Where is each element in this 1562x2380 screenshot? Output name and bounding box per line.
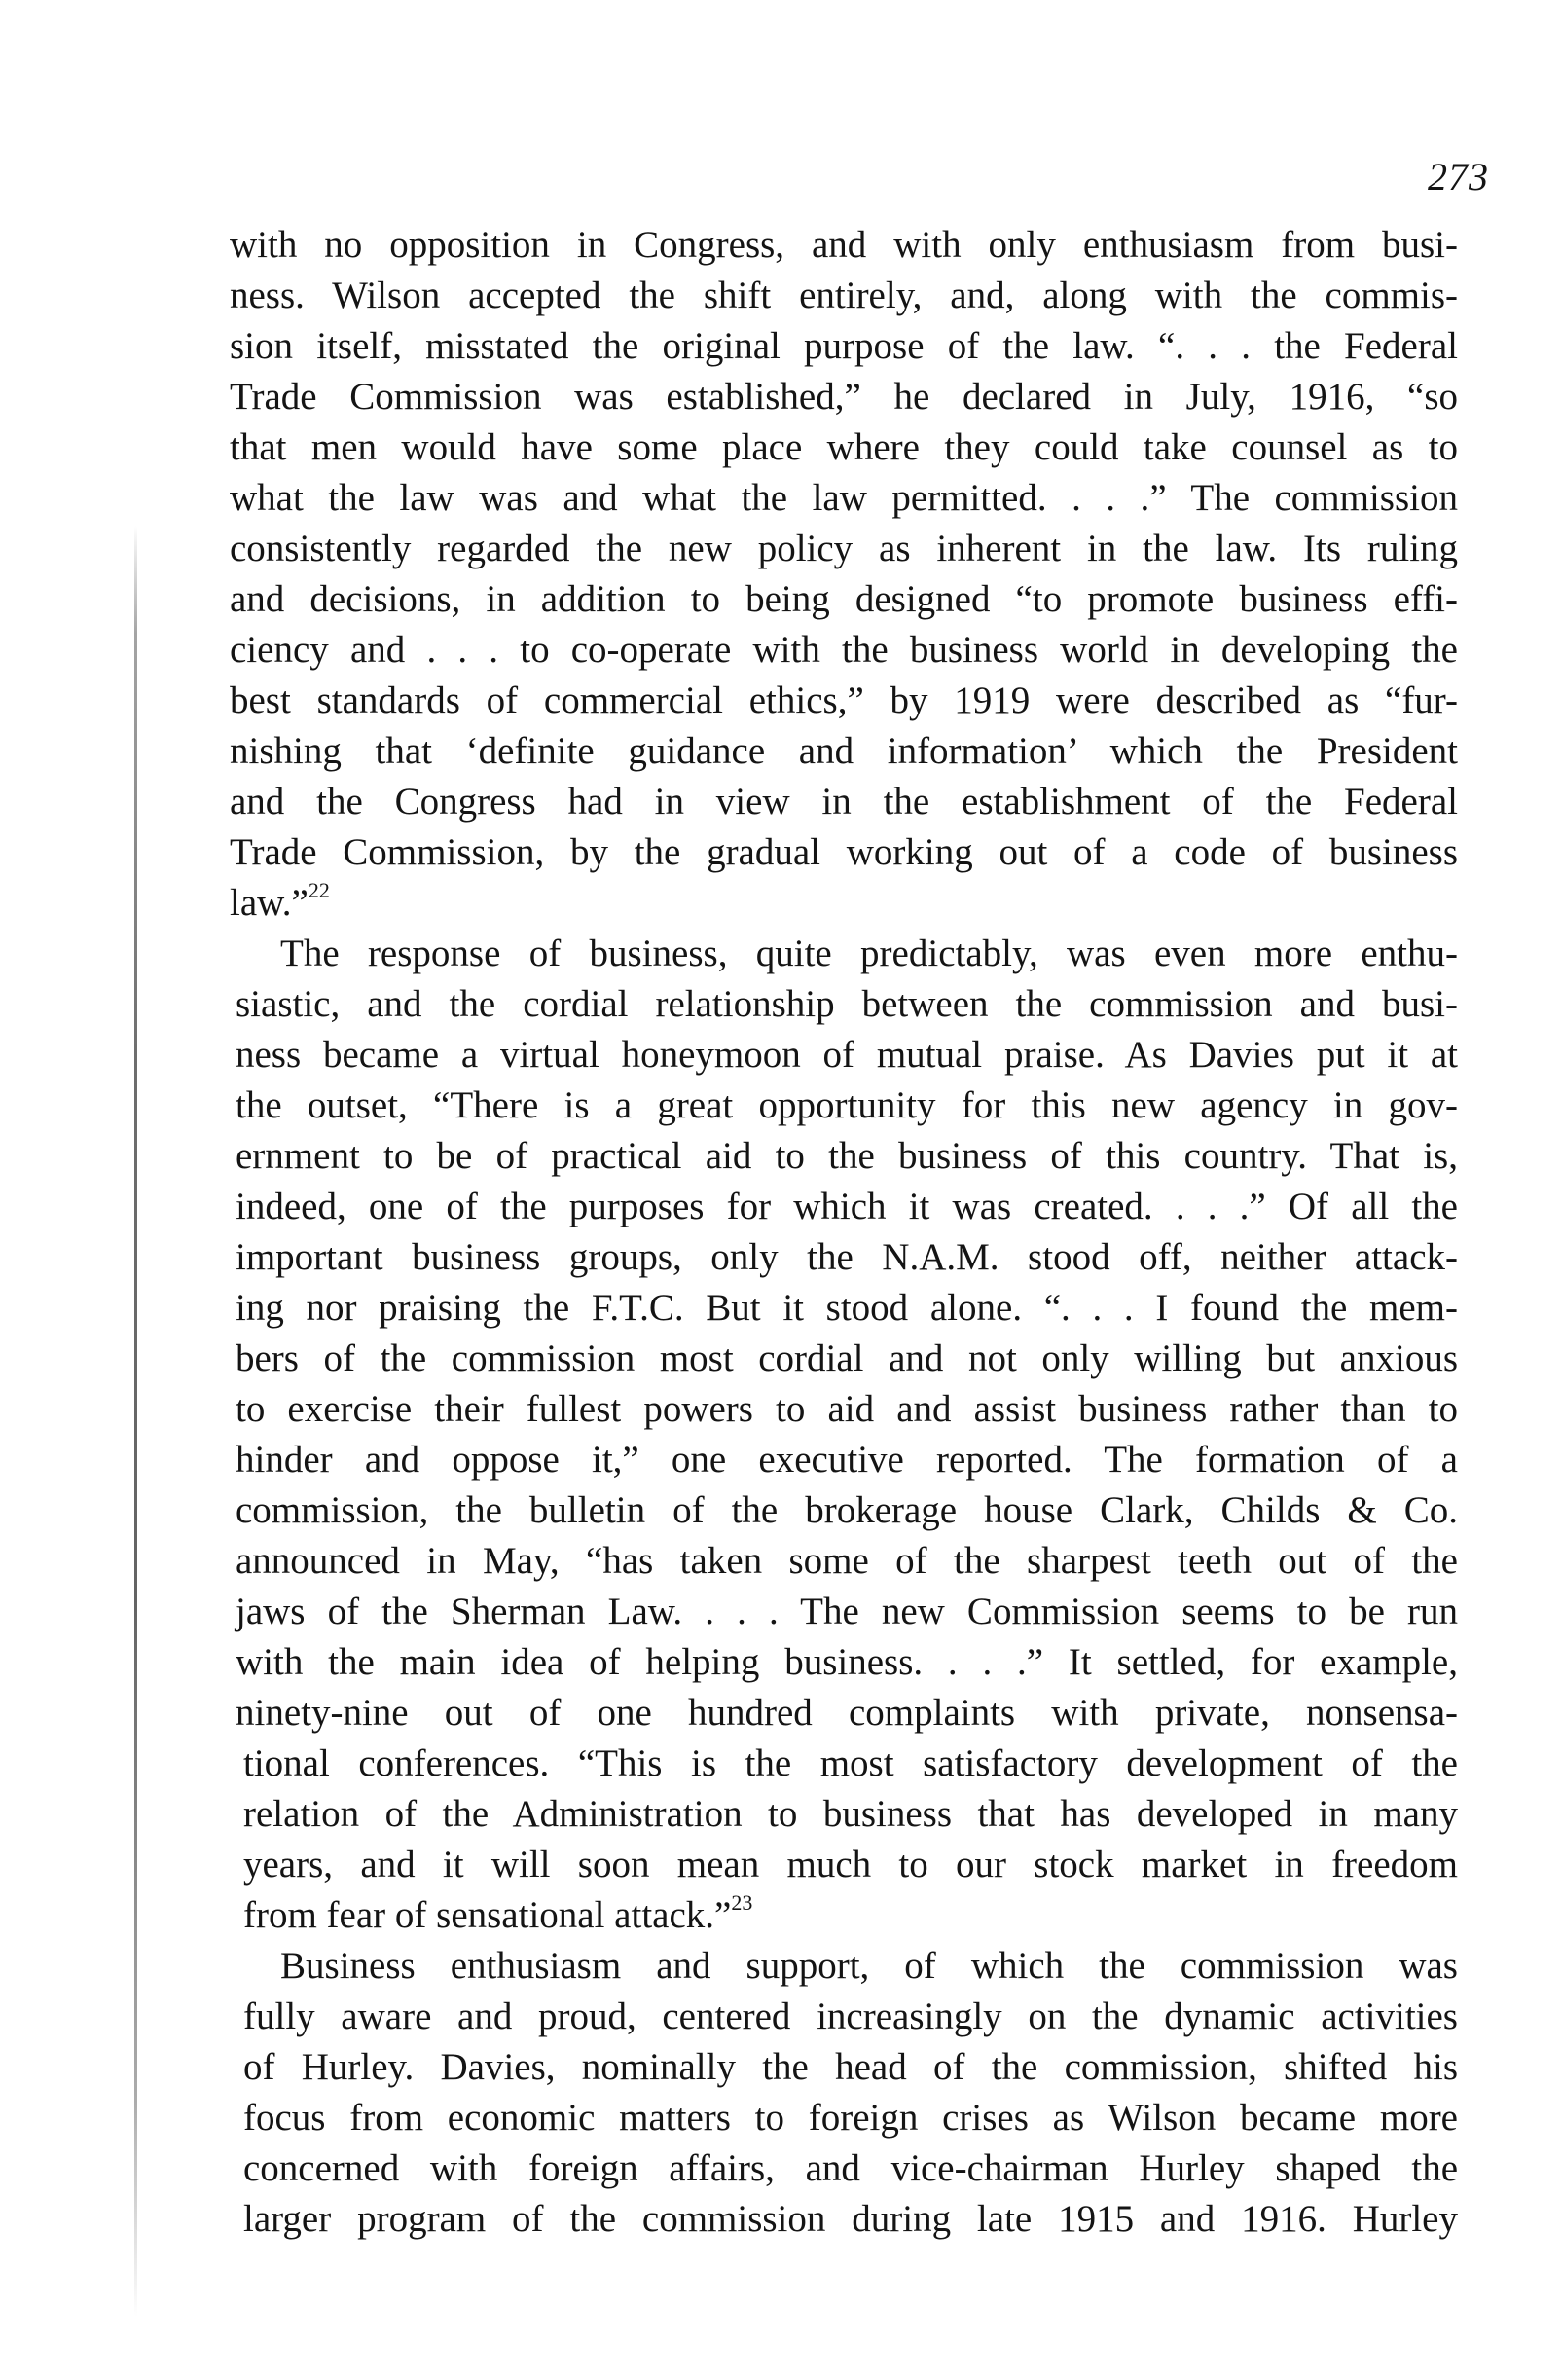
text-line: The response of business, quite predictably, was even more enthu- <box>280 933 1458 974</box>
text-line: law.”$^{22}$ <box>230 878 330 924</box>
text-line: Trade Commission, by the gradual working out of a code of business <box>230 831 1458 873</box>
text-line: important business groups, only the N.A.M. stood off, neither attack- <box>236 1236 1458 1278</box>
text-line: of Hurley. Davies, nominally the head of the commission, shifted his <box>243 2046 1458 2088</box>
text-line: larger program of the commission during late 1915 and 1916. Hurley <box>243 2198 1458 2240</box>
text-line: with no opposition in Congress, and with only enthusiasm from busi- <box>230 224 1458 266</box>
text-line: announced in May, “has taken some of the sharpest teeth out of the <box>236 1540 1458 1582</box>
binding-gutter-shadow <box>134 526 137 2317</box>
text-line: hinder and oppose it,” one executive reported. The formation of a <box>236 1439 1458 1481</box>
text-line: years, and it will soon mean much to our stock market in freedom <box>243 1844 1458 1886</box>
text-line: indeed, one of the purposes for which it was created. . . .” Of all the <box>236 1186 1458 1227</box>
text-line: siastic, and the cordial relationship between the commission and busi- <box>236 983 1458 1025</box>
text-line: what the law was and what the law permitted. . . .” The commission <box>230 477 1458 519</box>
text-line: concerned with foreign affairs, and vice-chairman Hurley shaped the <box>243 2147 1458 2189</box>
text-line: ninety-nine out of one hundred complaints with private, nonsensa- <box>236 1692 1458 1734</box>
text-line: ness became a virtual honeymoon of mutual praise. As Davies put it at <box>236 1034 1458 1076</box>
footnote-ref: 23 <box>731 1890 753 1915</box>
text-line: nishing that ‘definite guidance and information’ which the President <box>230 730 1458 772</box>
text-line: to exercise their fullest powers to aid and assist business rather than to <box>236 1388 1458 1430</box>
text-line: fully aware and proud, centered increasingly on the dynamic activities <box>243 1996 1458 2037</box>
text-line: jaws of the Sherman Law. . . . The new Commission seems to be run <box>236 1591 1458 1632</box>
text-line: Business enthusiasm and support, of which the commission was <box>280 1945 1458 1987</box>
text-line: with the main idea of helping business. . . .” It settled, for example, <box>236 1641 1458 1683</box>
text-line: ciency and . . . to co-operate with the business world in developing the <box>230 629 1458 671</box>
text-line: ing nor praising the F.T.C. But it stood alone. “. . . I found the mem- <box>236 1287 1458 1329</box>
text-line: best standards of commercial ethics,” by 1919 were described as “fur- <box>230 679 1458 721</box>
text-line: tional conferences. “This is the most satisfactory development of the <box>243 1742 1458 1784</box>
text-line: ernment to be of practical aid to the business of this country. That is, <box>236 1135 1458 1177</box>
text-line: the outset, “There is a great opportunity for this new agency in gov- <box>236 1084 1458 1126</box>
text-line: that men would have some place where they could take counsel as to <box>230 426 1458 468</box>
text-line: from fear of sensational attack.”$^{23}$ <box>243 1890 753 1936</box>
text-line: relation of the Administration to business that has developed in many <box>243 1793 1458 1835</box>
text-line: consistently regarded the new policy as inherent in the law. Its ruling <box>230 528 1458 569</box>
text-line: sion itself, misstated the original purpose of the law. “. . . the Federal <box>230 325 1458 367</box>
text-line: and decisions, in addition to being designed “to promote business effi- <box>230 578 1458 620</box>
footnote-ref: 22 <box>308 878 330 902</box>
text-line: bers of the commission most cordial and not only willing but anxious <box>236 1337 1458 1379</box>
text-line: Trade Commission was established,” he declared in July, 1916, “so <box>230 376 1458 418</box>
text-line: focus from economic matters to foreign crises as Wilson became more <box>243 2097 1458 2139</box>
page-number: 273 <box>1428 155 1489 199</box>
text-line: ness. Wilson accepted the shift entirely, and, along with the commis- <box>230 275 1458 316</box>
text-line: and the Congress had in view in the establishment of the Federal <box>230 781 1458 823</box>
text-line: commission, the bulletin of the brokerage house Clark, Childs & Co. <box>236 1489 1458 1531</box>
